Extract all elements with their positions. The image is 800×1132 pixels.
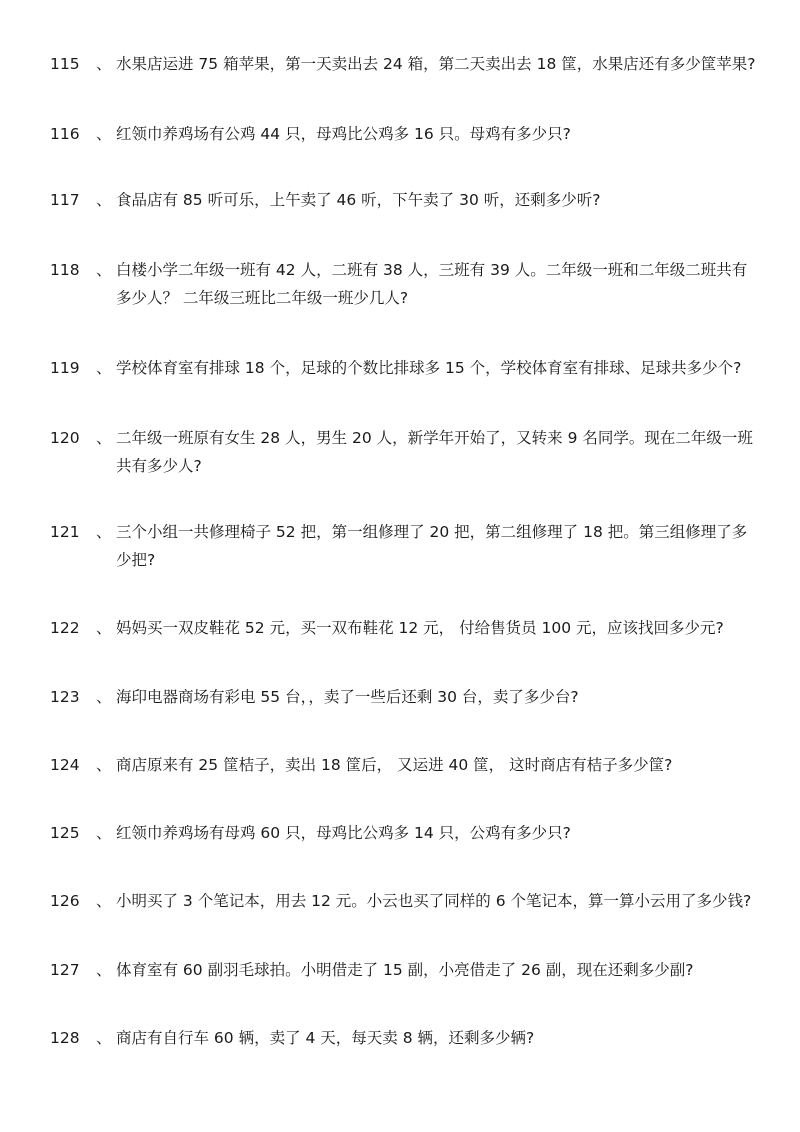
problem-number: 118: [50, 261, 80, 279]
problem-separator: 、: [96, 619, 112, 637]
problem-text: 食品店有 85 听可乐，上午卖了 46 听，下午卖了 30 听，还剩多少听?: [116, 191, 601, 209]
problem-126: [50, 887, 760, 915]
problem-122: [50, 614, 760, 642]
problem-120: [50, 424, 760, 480]
problem-text: 海印电器商场有彩电 55 台，，卖了一些后还剩 30 台，卖了多少台?: [116, 688, 579, 706]
problem-separator: 、: [96, 824, 112, 842]
problem-text: 白楼小学二年级一班有 42 人，二班有 38 人，三班有 39 人。二年级一班和二年级二班共有多少人？ 二年级三班比二年级一班少几人?: [116, 261, 748, 307]
problem-number: 124: [50, 756, 80, 774]
problem-119: [50, 354, 760, 382]
problem-text: 学校体育室有排球 18 个，足球的个数比排球多 15 个，学校体育室有排球、足球共多少个?: [116, 359, 742, 377]
problem-text: 小明买了 3 个笔记本，用去 12 元。小云也买了同样的 6 个笔记本，算一算小云用了多少钱?: [116, 892, 752, 910]
problem-separator: 、: [96, 429, 112, 447]
problem-separator: 、: [96, 125, 112, 143]
problem-text: 妈妈买一双皮鞋花 52 元，买一双布鞋花 12 元， 付给售货员 100 元，应该找回多少元?: [116, 619, 724, 637]
problem-128: [50, 1024, 760, 1052]
problem-124: [50, 751, 760, 779]
problem-116: [50, 120, 760, 148]
problem-127: [50, 956, 760, 984]
problem-number: 125: [50, 824, 80, 842]
problem-separator: 、: [96, 261, 112, 279]
problem-number: 126: [50, 892, 80, 910]
problem-number: 128: [50, 1029, 80, 1047]
problem-separator: 、: [96, 892, 112, 910]
problem-text: 红领巾养鸡场有公鸡 44 只，母鸡比公鸡多 16 只。母鸡有多少只?: [116, 125, 571, 143]
problem-125: [50, 819, 760, 847]
problem-number: 122: [50, 619, 80, 637]
problem-separator: 、: [96, 961, 112, 979]
problem-text: 体育室有 60 副羽毛球拍。小明借走了 15 副，小亮借走了 26 副，现在还剩多少副?: [116, 961, 694, 979]
problem-text: 三个小组一共修理椅子 52 把，第一组修理了 20 把，第二组修理了 18 把。第三组修理了多少把?: [116, 523, 748, 569]
problem-115: [50, 50, 760, 78]
problem-separator: 、: [96, 359, 112, 377]
problem-separator: 、: [96, 191, 112, 209]
problem-number: 117: [50, 191, 80, 209]
problem-number: 119: [50, 359, 80, 377]
problem-text: 二年级一班原有女生 28 人，男生 20 人，新学年开始了，又转来 9 名同学。现在二年级一班共有多少人?: [116, 429, 753, 475]
problem-121: [50, 518, 760, 574]
problem-separator: 、: [96, 55, 112, 73]
problem-number: 120: [50, 429, 80, 447]
problem-text: 水果店运进 75 箱苹果，第一天卖出去 24 箱，第二天卖出去 18 筐，水果店还有多少筐苹果?: [116, 55, 756, 73]
problem-number: 121: [50, 523, 80, 541]
problem-text: 商店有自行车 60 辆，卖了 4 天，每天卖 8 辆，还剩多少辆?: [116, 1029, 535, 1047]
problem-number: 115: [50, 55, 80, 73]
problem-separator: 、: [96, 688, 112, 706]
problem-123: [50, 683, 760, 711]
problem-number: 116: [50, 125, 80, 143]
problem-separator: 、: [96, 523, 112, 541]
problem-number: 127: [50, 961, 80, 979]
problem-118: [50, 256, 760, 312]
problem-117: [50, 186, 760, 214]
problem-separator: 、: [96, 1029, 112, 1047]
problem-separator: 、: [96, 756, 112, 774]
problem-text: 商店原来有 25 筐桔子，卖出 18 筐后， 又运进 40 筐， 这时商店有桔子多少筐?: [116, 756, 673, 774]
problem-text: 红领巾养鸡场有母鸡 60 只，母鸡比公鸡多 14 只，公鸡有多少只?: [116, 824, 571, 842]
problem-number: 123: [50, 688, 80, 706]
